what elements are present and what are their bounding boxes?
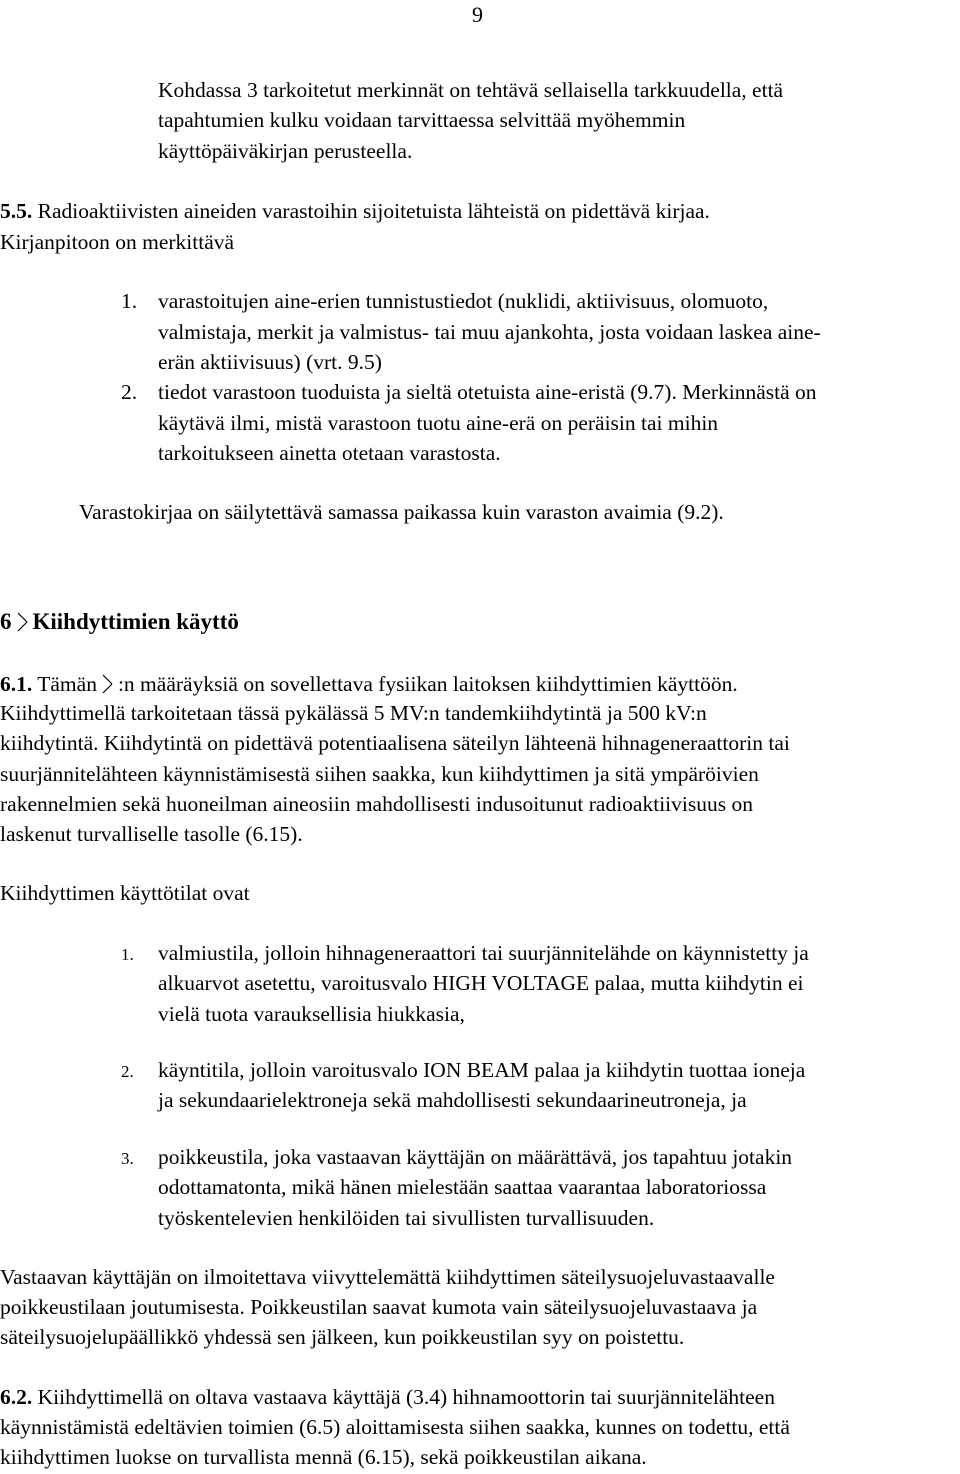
section-number: 6.1. xyxy=(0,672,33,696)
section-number: 5.5. xyxy=(0,199,33,223)
list-number: 2. xyxy=(121,1062,134,1081)
list-item-line: erän aktiivisuus) (vrt. 9.5) xyxy=(158,350,382,374)
paragraph-line: Vastaavan käyttäjän on ilmoitettava viivyttelemättä kiihdyttimen säteilysuojeluvastaavalle xyxy=(0,1265,775,1289)
paragraph-line: käynnistämistä edeltävien toimien (6.5) aloittamisesta siihen saakka, kunnes on todettu, että xyxy=(0,1415,790,1439)
paragraph-line: laskenut turvalliselle tasolle (6.15). xyxy=(0,822,303,846)
section-text: :n määräyksiä on sovellettava fysiikan laitoksen kiihdyttimien käyttöön. xyxy=(117,672,738,696)
paragraph-line: Varastokirjaa on säilytettävä samassa paikassa kuin varaston avaimia (9.2). xyxy=(79,500,724,524)
paragraph-line: kiihdytintä. Kiihdytintä on pidettävä potentiaalisena säteilyn lähteenä hihnageneraattorin tai xyxy=(0,731,790,755)
section-text: Kiihdyttimellä on oltava vastaava käyttäjä (3.4) hihnamoottorin tai suurjännitelähteen xyxy=(37,1385,775,1409)
paragraph-line: suurjännitelähteen käynnistämisestä siihen saakka, kun kiihdyttimen ja sitä ympäröivien xyxy=(0,762,759,786)
list-number: 2. xyxy=(121,380,138,404)
list-number: 1. xyxy=(121,289,138,313)
page-number: 9 xyxy=(472,2,483,27)
section-5-5 xyxy=(0,201,710,223)
heading-number: 6 xyxy=(0,609,12,634)
paragraph-line: Kirjanpitoon on merkittävä xyxy=(0,230,235,254)
paragraph-line: Kohdassa 3 tarkoitetut merkinnät on tehtävä sellaisella tarkkuudella, että xyxy=(158,78,784,102)
section-number: 6.2. xyxy=(0,1385,33,1409)
list-item-line: käyntitila, jolloin varoitusvalo ION BEAM palaa ja kiihdytin tuottaa ioneja xyxy=(158,1058,806,1082)
paragraph-line: poikkeustilaan joutumisesta. Poikkeustilan saavat kumota vain säteilysuojeluvastaava ja xyxy=(0,1295,758,1319)
section-6-1 xyxy=(0,673,738,696)
section-sign-icon xyxy=(101,673,114,695)
list-item-line: tiedot varastoon tuoduista ja sieltä otetuista aine-eristä (9.7). Merkinnästä on xyxy=(158,380,817,404)
list-item-line: valmiustila, jolloin hihnageneraattori tai suurjännitelähde on käynnistetty ja xyxy=(158,941,809,965)
section-text: Tämän xyxy=(37,672,97,696)
list-item-line: valmistaja, merkit ja valmistus- tai muu ajankohta, josta voidaan laskea aine- xyxy=(158,320,821,344)
paragraph-line: kiihdyttimen luokse on turvallista mennä (6.15), sekä poikkeustilan aikana. xyxy=(0,1445,647,1469)
list-number: 1. xyxy=(121,945,134,964)
list-item-line: tarkoitukseen ainetta otetaan varastosta. xyxy=(158,441,501,465)
paragraph-line: säteilysuojelupäällikkö yhdessä sen jälkeen, kun poikkeustilan syy on poistettu. xyxy=(0,1325,685,1349)
paragraph-line: Kiihdyttimen käyttötilat ovat xyxy=(0,881,250,905)
heading-text: Kiihdyttimien käyttö xyxy=(32,609,239,634)
list-item-line: vielä tuota varauksellisia hiukkasia, xyxy=(158,1002,465,1026)
list-item-line: työskentelevien henkilöiden tai sivullisten turvallisuuden. xyxy=(158,1206,655,1230)
paragraph-line: Kiihdyttimellä tarkoitetaan tässä pykälässä 5 MV:n tandemkiihdytintä ja 500 kV:n xyxy=(0,701,707,725)
list-number: 3. xyxy=(121,1149,134,1168)
paragraph-line: käyttöpäiväkirjan perusteella. xyxy=(158,139,413,163)
list-item-line: odottamatonta, mikä hänen mielestään saattaa vaarantaa laboratoriossa xyxy=(158,1175,767,1199)
section-text: Radioaktiivisten aineiden varastoihin sijoitetuista lähteistä on pidettävä kirjaa. xyxy=(37,199,710,223)
list-item-line: käytävä ilmi, mistä varastoon tuotu aine-erä on peräisin tai mihin xyxy=(158,411,719,435)
section-sign-icon xyxy=(16,611,29,633)
list-item-line: varastoitujen aine-erien tunnistustiedot (nuklidi, aktiivisuus, olomuoto, xyxy=(158,289,769,313)
list-item-line: poikkeustila, joka vastaavan käyttäjän on määrättävä, jos tapahtuu jotakin xyxy=(158,1145,793,1169)
list-item-line: alkuarvot asetettu, varoitusvalo HIGH VOLTAGE palaa, mutta kiihdytin ei xyxy=(158,971,804,995)
section-heading-6 xyxy=(0,610,239,633)
section-6-2 xyxy=(0,1387,775,1409)
list-item-line: ja sekundaarielektroneja sekä mahdollisesti sekundaarineutroneja, ja xyxy=(158,1088,747,1112)
paragraph-line: rakennelmien sekä huoneilman aineosiin mahdollisesti indusoitunut radioaktiivisuus on xyxy=(0,792,753,816)
paragraph-line: tapahtumien kulku voidaan tarvittaessa selvittää myöhemmin xyxy=(158,108,686,132)
